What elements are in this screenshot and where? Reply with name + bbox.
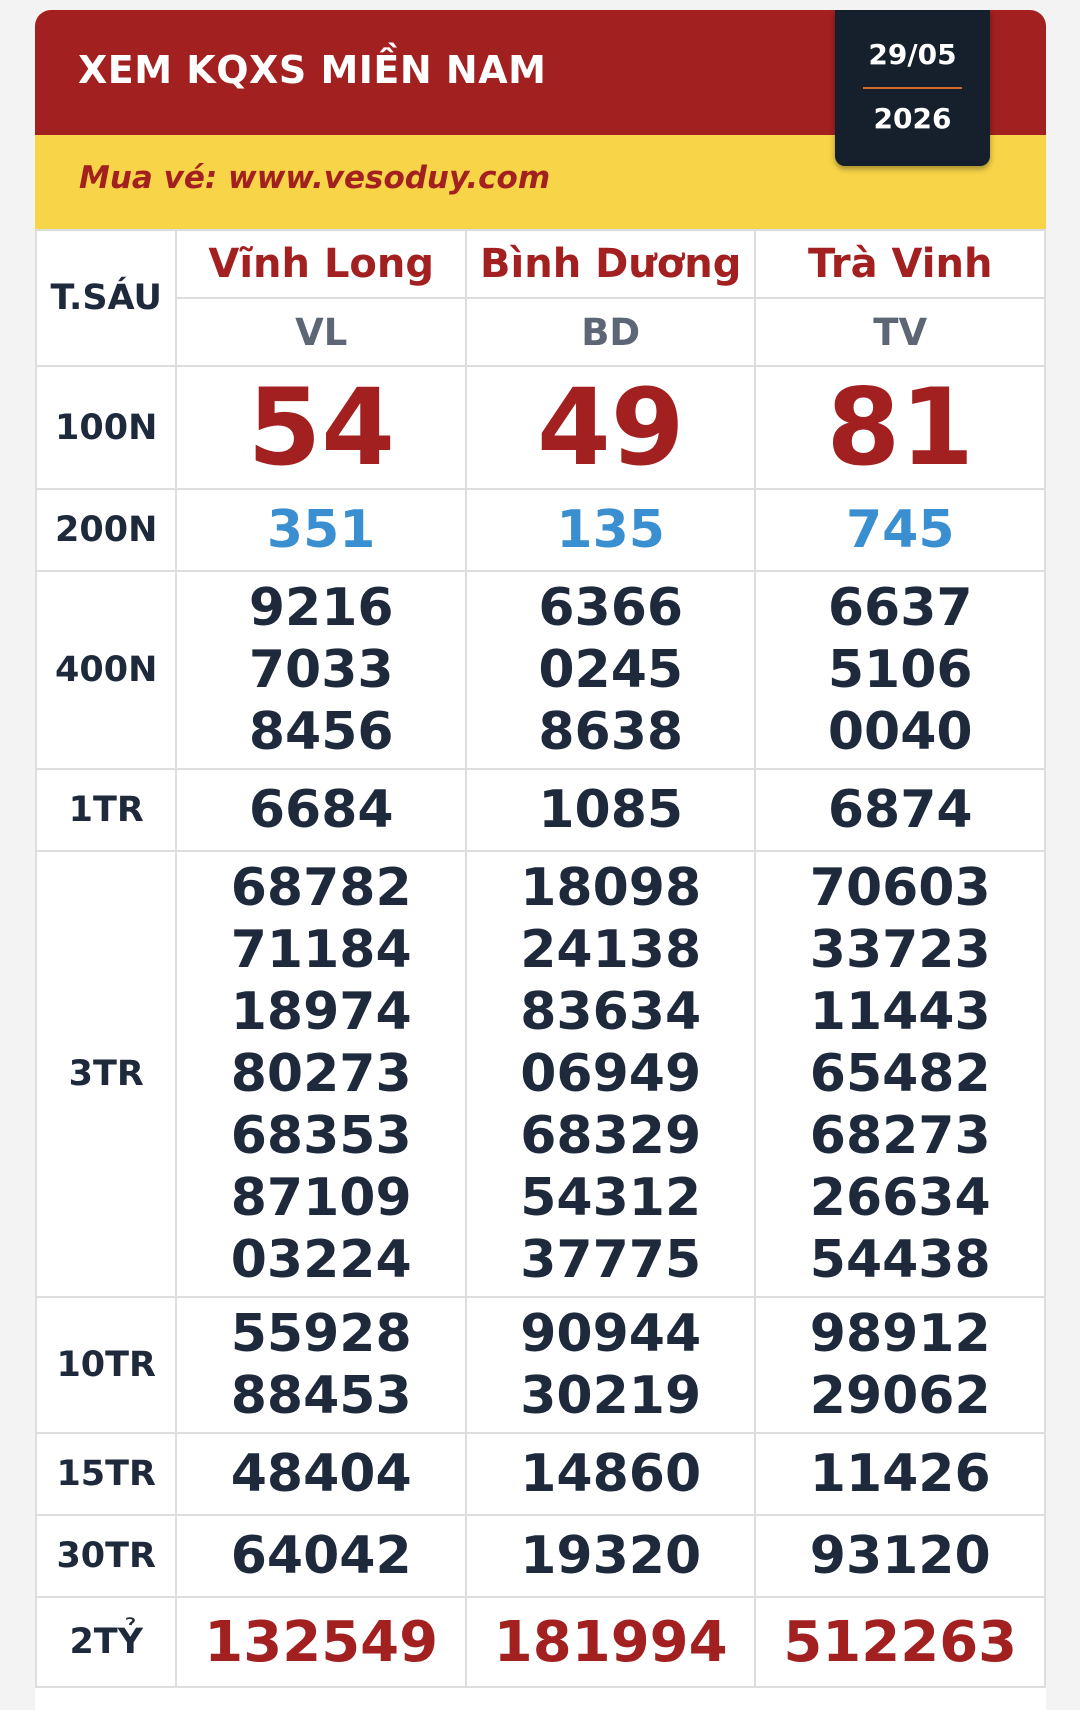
prize-number: 68329 <box>520 1106 702 1166</box>
lottery-results-card <box>35 10 1046 1710</box>
date-badge <box>835 10 990 166</box>
prize-number: 9216 <box>248 578 394 638</box>
prize-number: 19320 <box>466 1515 756 1597</box>
prize-row-100n <box>36 366 1045 489</box>
prize-number: 54438 <box>809 1230 991 1290</box>
prize-cell <box>176 571 466 769</box>
prize-number: 0040 <box>827 702 973 762</box>
prize-number: 54 <box>176 366 466 489</box>
prize-label: 2TỶ <box>36 1597 176 1687</box>
prize-row-15tr <box>36 1433 1045 1515</box>
prize-number: 8456 <box>248 702 394 762</box>
jackpot-number: 181994 <box>466 1597 756 1687</box>
prize-number: 1085 <box>466 769 756 851</box>
province-name: Vĩnh Long <box>176 230 466 298</box>
prize-row-10tr <box>36 1297 1045 1433</box>
prize-number: 68273 <box>809 1106 991 1166</box>
prize-label: 1TR <box>36 769 176 851</box>
prize-cell <box>755 1297 1045 1433</box>
prize-label: 100N <box>36 366 176 489</box>
prize-number: 8638 <box>538 702 684 762</box>
prize-row-3tr <box>36 851 1045 1297</box>
prize-number: 30219 <box>520 1366 702 1426</box>
prize-number: 745 <box>755 489 1045 571</box>
prize-cell <box>466 571 756 769</box>
province-code-row <box>36 298 1045 366</box>
prize-cell <box>176 851 466 1297</box>
prize-number: 5106 <box>827 640 973 700</box>
prize-cell <box>176 1297 466 1433</box>
prize-number: 81 <box>755 366 1045 489</box>
prize-label: 30TR <box>36 1515 176 1597</box>
prize-number: 18974 <box>230 982 412 1042</box>
prize-cell <box>466 1297 756 1433</box>
prize-row-400n <box>36 571 1045 769</box>
province-name-row <box>36 230 1045 298</box>
prize-number: 18098 <box>520 858 702 918</box>
province-code: TV <box>755 298 1045 366</box>
prize-number: 6874 <box>755 769 1045 851</box>
prize-number: 06949 <box>520 1044 702 1104</box>
prize-number: 68782 <box>230 858 412 918</box>
prize-number: 87109 <box>230 1168 412 1228</box>
prize-label: 15TR <box>36 1433 176 1515</box>
prize-number: 48404 <box>176 1433 466 1515</box>
prize-number: 6637 <box>827 578 973 638</box>
promo-link[interactable]: Mua vé: www.vesoduy.com <box>79 160 551 196</box>
prize-number: 64042 <box>176 1515 466 1597</box>
prize-number: 65482 <box>809 1044 991 1104</box>
prize-label: 3TR <box>36 851 176 1297</box>
day-label: T.SÁU <box>36 230 176 366</box>
prize-number: 80273 <box>230 1044 412 1104</box>
prize-number: 70603 <box>809 858 991 918</box>
prize-number: 37775 <box>520 1230 702 1290</box>
prize-number: 93120 <box>755 1515 1045 1597</box>
prize-row-30tr <box>36 1515 1045 1597</box>
province-name: Trà Vinh <box>755 230 1045 298</box>
date-year: 2026 <box>873 102 952 135</box>
prize-label: 200N <box>36 489 176 571</box>
prize-number: 49 <box>466 366 756 489</box>
prize-row-200n <box>36 489 1045 571</box>
jackpot-number: 512263 <box>755 1597 1045 1687</box>
prize-cell <box>755 851 1045 1297</box>
prize-number: 55928 <box>230 1304 412 1364</box>
prize-label: 10TR <box>36 1297 176 1433</box>
prize-number: 88453 <box>230 1366 412 1426</box>
date-day: 29/05 <box>868 38 957 71</box>
date-divider <box>863 87 962 89</box>
prize-number: 11426 <box>755 1433 1045 1515</box>
prize-number: 6366 <box>538 578 684 638</box>
prize-number: 83634 <box>520 982 702 1042</box>
prize-number: 6684 <box>176 769 466 851</box>
prize-number: 351 <box>176 489 466 571</box>
province-code: VL <box>176 298 466 366</box>
prize-number: 14860 <box>466 1433 756 1515</box>
prize-number: 7033 <box>248 640 394 700</box>
prize-number: 33723 <box>809 920 991 980</box>
prize-number: 135 <box>466 489 756 571</box>
prize-number: 90944 <box>520 1304 702 1364</box>
province-name: Bình Dương <box>466 230 756 298</box>
prize-number: 0245 <box>538 640 684 700</box>
prize-row-1tr <box>36 769 1045 851</box>
province-code: BD <box>466 298 756 366</box>
prize-number: 71184 <box>230 920 412 980</box>
prize-number: 98912 <box>809 1304 991 1364</box>
prize-number: 24138 <box>520 920 702 980</box>
prize-number: 68353 <box>230 1106 412 1166</box>
prize-number: 11443 <box>809 982 991 1042</box>
prize-row-special <box>36 1597 1045 1687</box>
prize-label: 400N <box>36 571 176 769</box>
page-title: XEM KQXS MIỀN NAM <box>78 48 547 92</box>
jackpot-number: 132549 <box>176 1597 466 1687</box>
prize-cell <box>755 571 1045 769</box>
results-table <box>35 229 1046 1688</box>
prize-number: 26634 <box>809 1168 991 1228</box>
prize-number: 29062 <box>809 1366 991 1426</box>
prize-number: 54312 <box>520 1168 702 1228</box>
prize-number: 03224 <box>230 1230 412 1290</box>
prize-cell <box>466 851 756 1297</box>
